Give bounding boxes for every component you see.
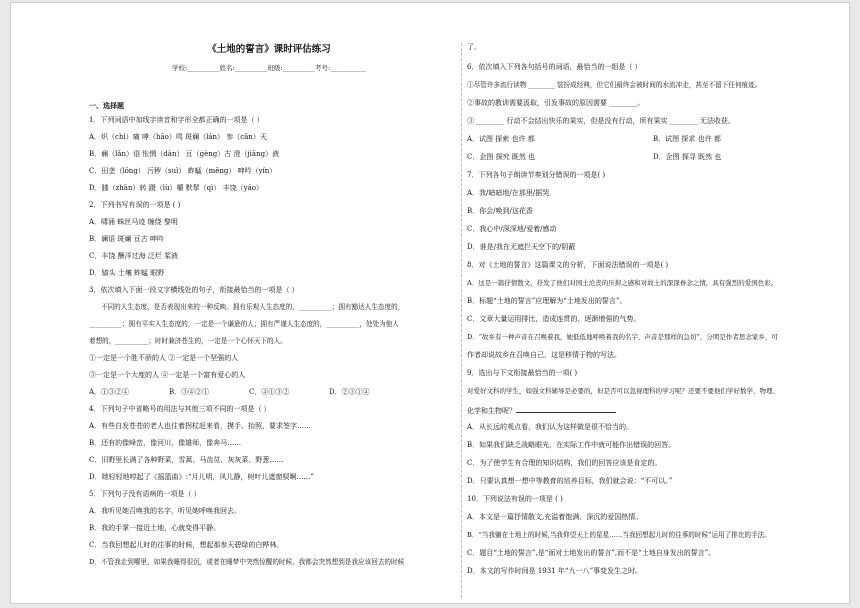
- q3-stem: 3．依次填入下面一段文字横线处的句子，衔接最恰当的一项是（ ）: [89, 286, 299, 294]
- q9-passage-2-text: 化学和生物呢？: [467, 407, 516, 415]
- q3-items-1: ①一定是一个胜不骄的人 ②一定是一个坚强的人: [89, 354, 239, 362]
- q5-stem: 5．下列句子没有语病的一项是（ ）: [89, 490, 201, 498]
- q3-passage-2: __________；拥有平实人生态度的，一定是一个谦逊的人；拥有严谨人生态度的，__________，处处为他人: [89, 320, 399, 328]
- column-divider: [461, 43, 462, 598]
- q7-option-b: B．你会/唤到/这花香: [467, 207, 533, 215]
- q6-stem: 6．依次填入下列各句括号的词语，最恰当的一组是（ ）: [467, 63, 642, 71]
- q6-sentence-3: ③ ________ 行动不会结出快乐的果实，但是没有行动，所有果实 ________ 无法收获。: [467, 117, 735, 125]
- q9-stem: 9．选出与下文衔接最恰当的一项( ): [467, 369, 578, 377]
- q3-option-c: C．④①③②: [249, 388, 290, 396]
- q6-option-d: D．企图 探寻 既然 也: [653, 153, 722, 161]
- q9-option-a: A．从长远的观点看，我们认为这样做是很不恰当的。: [467, 423, 634, 431]
- q6-sentence-1: ①尽管许多流行读物 ________ 装扮成经典，但它们最终会被时间的水流冲走，甚至不留下任何痕迹。: [467, 81, 762, 89]
- q10-stem: 10．下列说法有误的一项是 ( ): [467, 495, 563, 503]
- q9-answer-blank: [516, 405, 616, 413]
- q6-option-c: C．企图 探究 既然 也: [467, 153, 536, 161]
- q8-option-a: A．这是一篇抒情散文，抒发了他们对国土沦丧的压抑之感和对故土的深深眷念之情，具有强烈的爱国色彩。: [467, 279, 778, 287]
- q8-stem: 8．对《土地的誓言》这篇课文的分析，下面说法错误的一项是( ): [467, 261, 669, 269]
- q3-option-b: B．③④②①: [169, 388, 210, 396]
- q6-sentence-2: ②事故的教训需要汲取，引发事故的原因需要 ________。: [467, 99, 645, 107]
- q4-option-d: D．她轻轻地哼起了《摇篮曲》:“月儿明，风儿静，树叶儿遮窗棂啊……”: [89, 473, 315, 481]
- q3-items-2: ③一定是一个大度的人 ④一定是一个富有爱心的人: [89, 371, 246, 379]
- q1-option-a: A．炽（chì）痛 哮（hāo）鸣 斑斓（lán） 参（cān）天: [89, 133, 267, 141]
- q7-option-c: C．我心中/深深地/爱着/感动: [467, 225, 557, 233]
- q7-stem: 7．下列各句子朗读节奏划分错误的一项是( ): [467, 171, 606, 179]
- q2-option-a: A．啸涌 蛛丝马迹 缠绕 黎明: [89, 218, 178, 226]
- page-title: 《土地的誓言》课时评估练习: [207, 44, 331, 55]
- q3-options: [89, 388, 409, 397]
- q4-option-a: A．有些白发苍苍的老人也往着拐杖赶来看，摸手、抬照、要求签字……: [89, 422, 312, 430]
- q1-option-c: C．田垄（lǒng） 污秽（suì） 蚱蜢（měng） 呻吟（yín）: [89, 167, 277, 175]
- q4-stem: 4．下列句子中省略号的用法与其他三项不同的一项是（ ）: [89, 405, 271, 413]
- q2-option-d: D．镐头 土壤 蚱蜢 眼野: [89, 269, 165, 277]
- q3-option-d: D．②③①④: [329, 388, 370, 396]
- q5-option-d: D．不管我走到哪里，如果我睡得很沉，或者在睡梦中突然惊醒的时候，我都会突然想到是我应该回去的时候: [89, 558, 405, 566]
- q9-option-d: D．只要认真想一想中等教育的培养目标，我们就会说：“不可以。”: [467, 477, 673, 485]
- q5-option-b: B．我的手掌一接近土地，心就变得平静。: [89, 524, 221, 532]
- q7-option-a: A．我/暗暗地/在那里/据哭: [467, 189, 550, 197]
- q1-stem: 1．下列词语中加线字读音和字形全都正确的一项是（ ）: [89, 116, 264, 124]
- student-info-line: 学校:__________姓名:__________班级:__________考号:___________: [171, 64, 366, 72]
- section-heading: 一、选择题: [89, 101, 124, 110]
- q9-option-c: C．为了使学生有合理的知识结构，我们的回答应该是肯定的。: [467, 459, 662, 467]
- q10-option-a: A．本文是一篇抒情散文,充溢着饱满、深沉的爱国热情。: [467, 513, 643, 521]
- q6-option-a: A．试图 探索 也许 都: [467, 135, 535, 143]
- q4-option-b: B．还有的像峰峦，像河川，像雄师，像奔马……: [89, 439, 242, 447]
- q8-option-c: C．文章大量运用排比，造成连贯的、逐渐增强的气势。: [467, 315, 641, 323]
- q8-option-d: D．“故乡有一种声音在召唤着我，她低低地呼唤着我的名字，声音是那样的急切”，分明是作者思念家乡，可: [467, 333, 778, 341]
- q9-passage-2: [467, 405, 616, 416]
- exam-page: [10, 2, 850, 604]
- q7-option-d: D．谁是/我在无遮拦天空下的/阴蔽: [467, 243, 576, 251]
- q9-passage-1: 对爱好文科的学生，如强文科辅导是必要的，但是否可以忽视理科的学习呢？还要不要他们学好数学、物理、: [467, 387, 779, 395]
- q5-continuation: 了。: [467, 43, 481, 51]
- q8-option-d-cont: 作者却说故乡在召唤自己，这是移情于物的写法。: [467, 351, 621, 359]
- q2-stem: 2．下列书写有误的一项是 ( ): [89, 201, 181, 209]
- q6-options-row-1: [467, 135, 721, 144]
- q10-option-d: D．本文的写作时间是 1931 年“九一八”事变发生之时。: [467, 567, 643, 575]
- q5-option-a: A．我听见她召唤我的名字，听见她呼唤我回去。: [89, 507, 242, 515]
- q6-options-row-2: [467, 153, 721, 162]
- q3-option-a: A．①③②④: [89, 388, 130, 396]
- q1-option-b: B．斓（lǎn）语 怅惘（dàn） 亘（gèng）古 澄（jiāng）液: [89, 150, 280, 158]
- q8-option-b: B．标题“土地的誓言”应理解为“土地发出的誓言”。: [467, 297, 627, 305]
- q10-option-c: C．题目“土地的誓言”,是“面对土地发出的誓言”,而不是“土地自身发出的誓言”。: [467, 549, 716, 557]
- q5-option-c: C．当我回想起儿时的往事的时候，想起那参天碧绿的白桦林。: [89, 541, 284, 549]
- q3-passage-1: 不同的人生态度，是否表现出来的一种反映。拥有乐观人生态度的，__________；拥有豁达人生态度的，: [101, 303, 405, 311]
- q2-option-b: B．谰语 斑斓 亘古 呻吟: [89, 235, 164, 243]
- q1-option-d: D．膝（zhān）转 蹑（lù）嚼 默挈（qì） 丰饶（yáo）: [89, 184, 263, 192]
- q4-option-c: C．旧野里长满了各种野菜，雪蒿、马齿苋、灰灰菜、野葱……: [89, 456, 284, 464]
- q6-option-b: B．试图 探求 也许 都: [653, 135, 721, 143]
- q3-passage-3: 着想的，__________；时时兼济苍生的，一定是一个心怀天下的人。: [89, 337, 287, 345]
- q10-option-b: B．“当我躺在土地上的时候,当我仰望天上的星星……当我回想起儿时的往事的时候”运用了排比的手法。: [467, 531, 771, 539]
- q9-option-b: B．如果我们缺乏战略眼光，在实际工作中就可能作出错误的回答。: [467, 441, 676, 449]
- q2-option-c: C．丰饶 酬洋过海 泛烂 桨液: [89, 252, 179, 260]
